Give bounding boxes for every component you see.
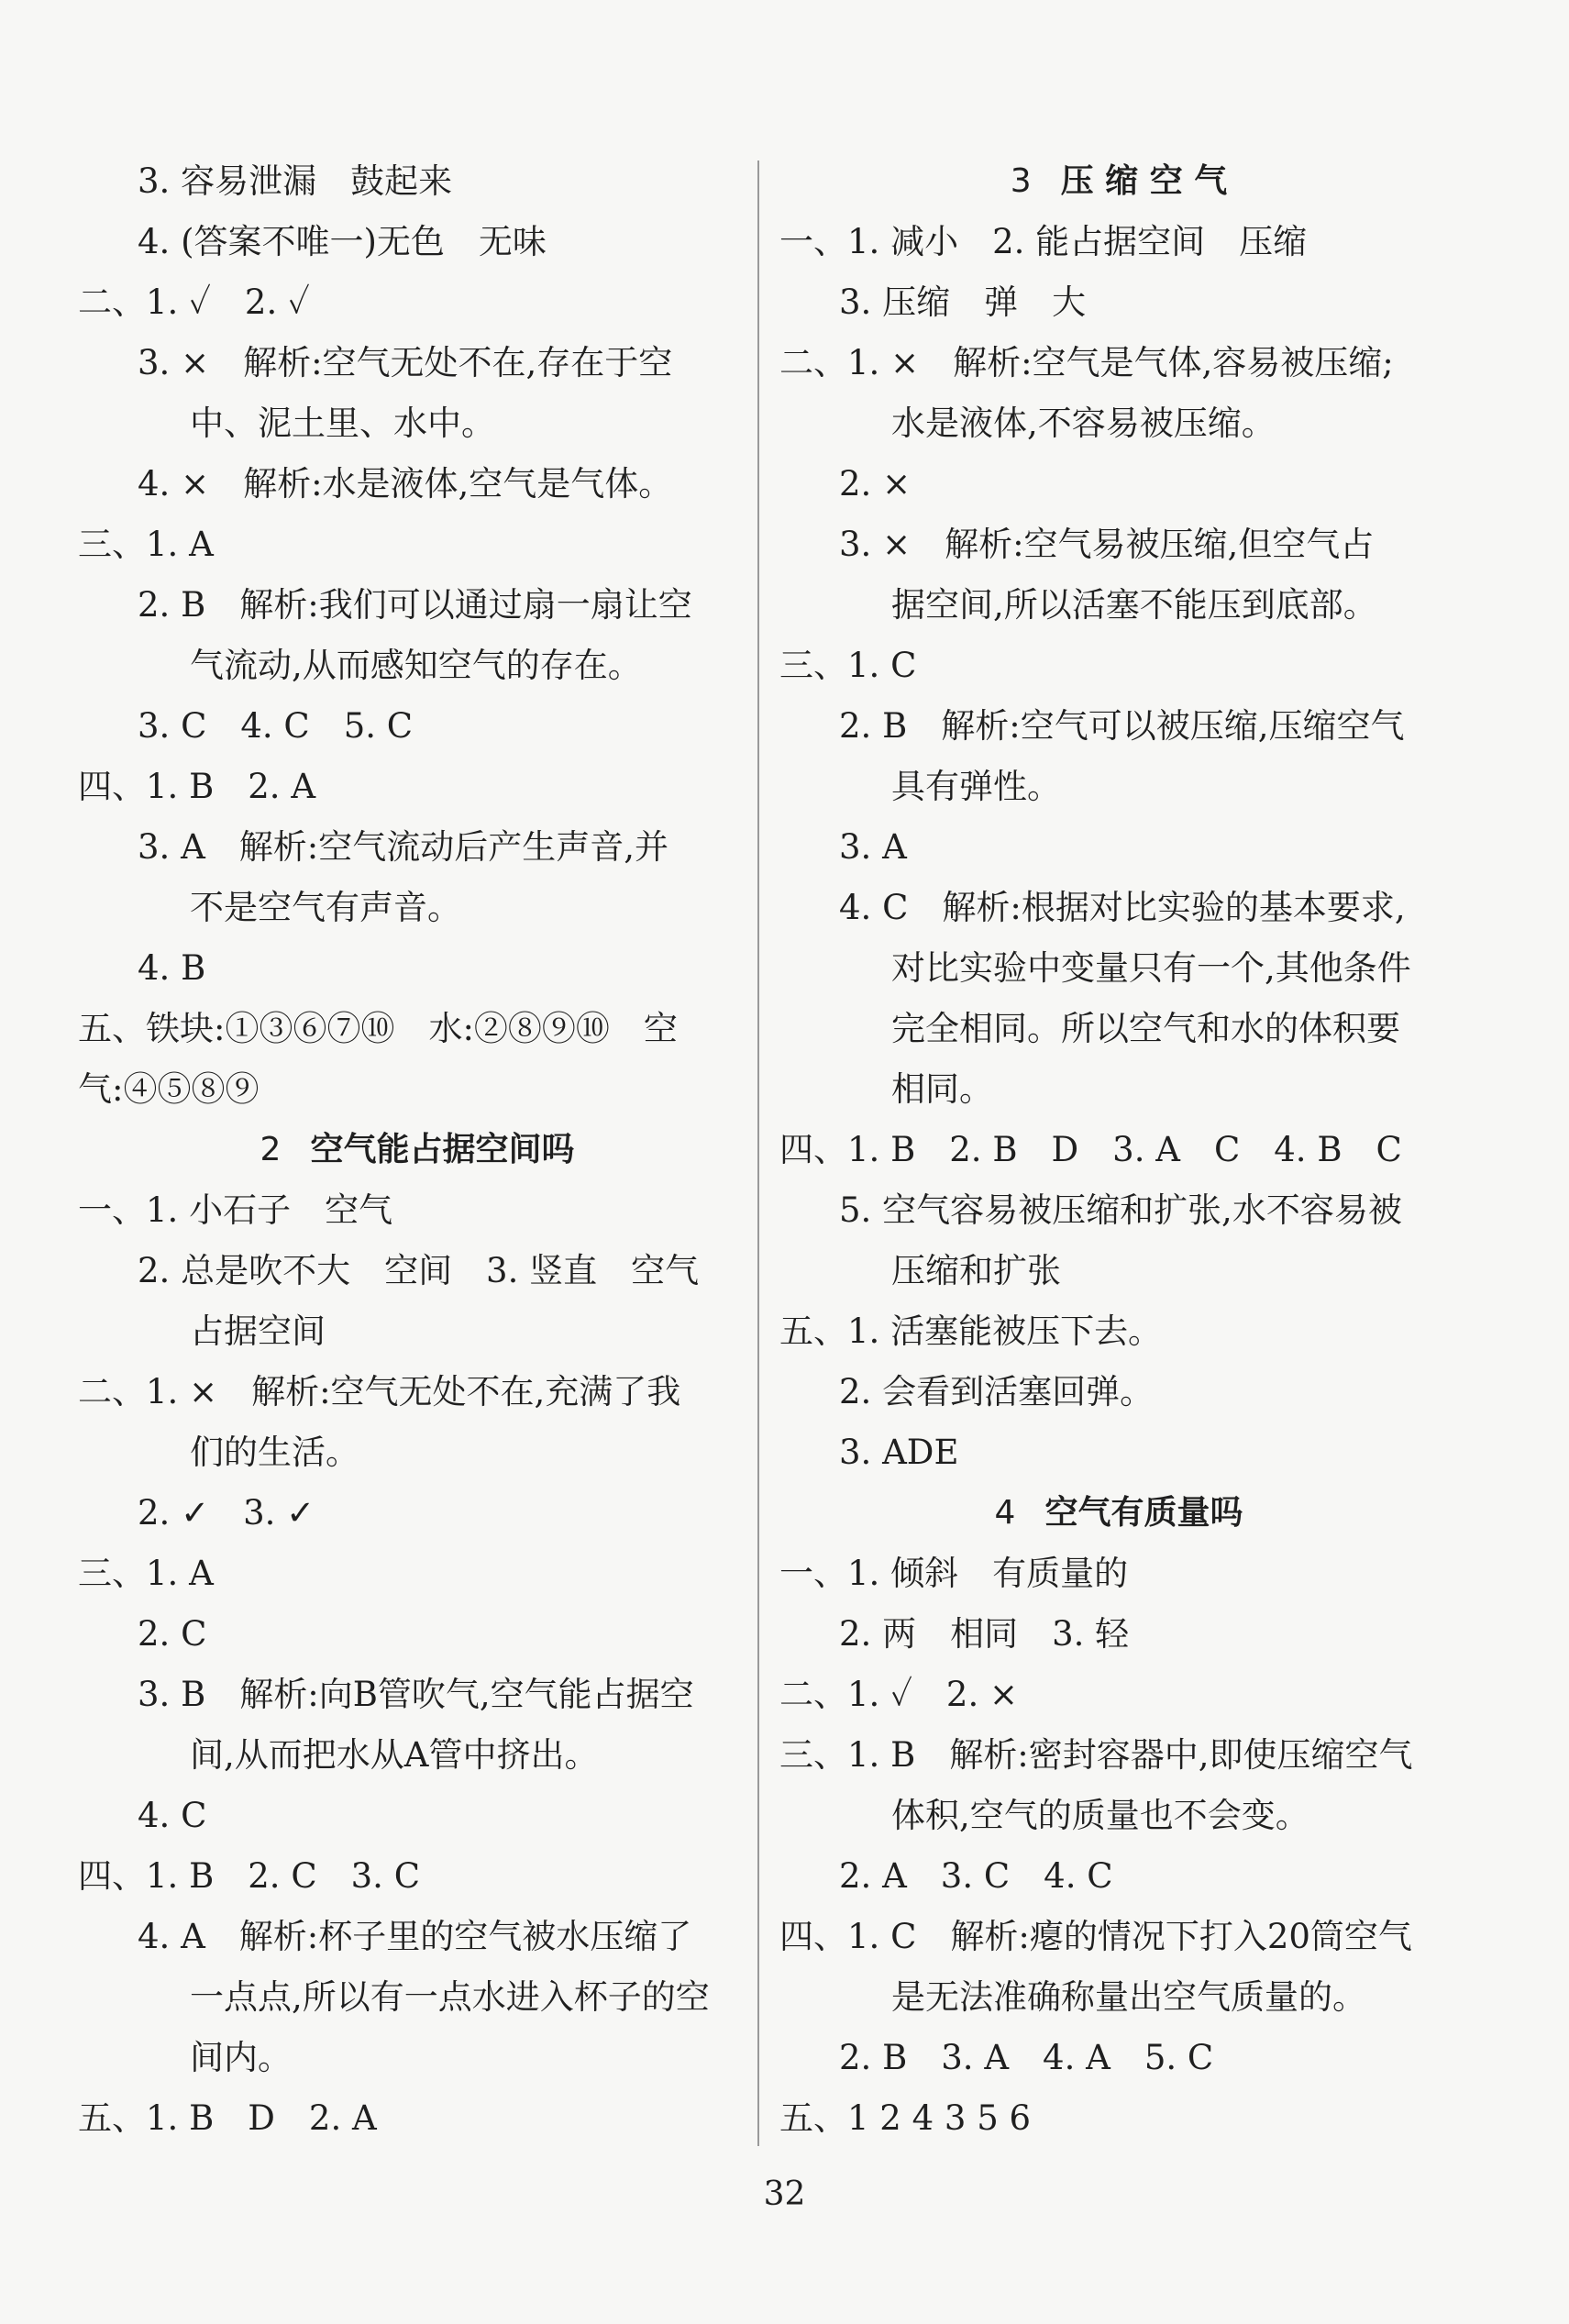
answer-line: 五、1. 活塞能被压下去。 bbox=[779, 1311, 1163, 1351]
answer-line: 不是空气有声音。 bbox=[190, 888, 461, 927]
answer-line: 们的生活。 bbox=[190, 1433, 359, 1472]
answer-line: 3. A bbox=[839, 827, 907, 867]
column-divider bbox=[757, 160, 759, 2146]
answer-line: 2. B 解析:我们可以通过扇一扇让空 bbox=[138, 585, 692, 625]
answer-line: 四、1. C 解析:瘪的情况下打入20筒空气 bbox=[779, 1917, 1412, 1956]
answer-line: 三、1. C bbox=[779, 646, 917, 685]
answer-line: 3. × 解析:空气无处不在,存在于空 bbox=[138, 343, 673, 382]
answer-line: 2. ✓ 3. ✓ bbox=[138, 1493, 315, 1533]
answer-line: 三、1. A bbox=[78, 525, 214, 564]
answer-line: 3. ADE bbox=[839, 1433, 959, 1472]
answer-line: 4. B bbox=[138, 948, 206, 988]
section-title: 空气有质量吗 bbox=[1044, 1494, 1243, 1532]
answer-line: 据空间,所以活塞不能压到底部。 bbox=[891, 585, 1377, 625]
answer-line: 2. B 解析:空气可以被压缩,压缩空气 bbox=[839, 706, 1405, 746]
answer-line: 一、1. 减小 2. 能占据空间 压缩 bbox=[779, 222, 1308, 261]
answer-line: 2. 两 相同 3. 轻 bbox=[839, 1614, 1130, 1654]
answer-line: 2. C bbox=[138, 1614, 207, 1654]
answer-line: 二、1. ✓ 2. × bbox=[779, 1675, 1018, 1714]
answer-line: 一、1. 小石子 空气 bbox=[78, 1190, 393, 1230]
answer-line: 四、1. B 2. C 3. C bbox=[78, 1856, 420, 1896]
answer-line: 4. A 解析:杯子里的空气被水压缩了 bbox=[138, 1917, 692, 1956]
answer-line: 3. C 4. C 5. C bbox=[138, 706, 414, 746]
answer-line: 体积,空气的质量也不会变。 bbox=[891, 1796, 1309, 1835]
answer-line: 间,从而把水从A管中挤出。 bbox=[190, 1735, 599, 1775]
answer-line: 三、1. B 解析:密封容器中,即使压缩空气 bbox=[779, 1735, 1413, 1775]
answer-line: 五、铁块:①③⑥⑦⑩ 水:②⑧⑨⑩ 空 bbox=[78, 1009, 678, 1048]
answer-line: 是无法准确称量出空气质量的。 bbox=[891, 1977, 1366, 2017]
answer-line: 四、1. B 2. B D 3. A C 4. B C bbox=[779, 1130, 1402, 1169]
answer-line: 中、泥土里、水中。 bbox=[190, 404, 495, 443]
answer-line: 4. × 解析:水是液体,空气是气体。 bbox=[138, 464, 673, 504]
answer-line: 4. (答案不唯一)无色 无味 bbox=[138, 222, 547, 261]
left-column bbox=[78, 151, 757, 2149]
answer-line: 4. C 解析:根据对比实验的基本要求, bbox=[839, 888, 1406, 927]
answer-line: 3. B 解析:向B管吹气,空气能占据空 bbox=[138, 1675, 694, 1714]
answer-line: 间内。 bbox=[190, 2038, 292, 2077]
answer-line: 相同。 bbox=[891, 1069, 993, 1109]
page-number: 32 bbox=[763, 2175, 806, 2213]
answer-line: 五、1 2 4 3 5 6 bbox=[779, 2098, 1032, 2138]
answer-line: 2. × bbox=[839, 464, 912, 504]
answer-line: 气:④⑤⑧⑨ bbox=[78, 1069, 260, 1109]
answer-line: 压缩和扩张 bbox=[891, 1251, 1061, 1290]
answer-line: 占据空间 bbox=[190, 1311, 326, 1351]
answer-line: 四、1. B 2. A bbox=[78, 767, 316, 806]
answer-line: 3. 压缩 弹 大 bbox=[839, 282, 1087, 322]
answer-line: 对比实验中变量只有一个,其他条件 bbox=[891, 948, 1411, 988]
answer-line: 2. B 3. A 4. A 5. C bbox=[839, 2038, 1214, 2077]
answer-line: 2. 会看到活塞回弹。 bbox=[839, 1372, 1155, 1411]
section-heading bbox=[78, 1120, 757, 1180]
section-number: 3 bbox=[1010, 162, 1032, 200]
answer-line: 4. C bbox=[138, 1796, 207, 1835]
answer-line: 二、1. ✓ 2. ✓ bbox=[78, 282, 310, 322]
answer-line: 5. 空气容易被压缩和扩张,水不容易被 bbox=[839, 1190, 1402, 1230]
right-column bbox=[779, 151, 1458, 2149]
section-title: 压 缩 空 气 bbox=[1060, 162, 1228, 200]
answer-line: 水是液体,不容易被压缩。 bbox=[891, 404, 1276, 443]
answer-line: 具有弹性。 bbox=[891, 767, 1061, 806]
answer-line: 三、1. A bbox=[78, 1554, 214, 1593]
answer-line: 完全相同。所以空气和水的体积要 bbox=[891, 1009, 1400, 1048]
answer-line: 一点点,所以有一点水进入杯子的空 bbox=[190, 1977, 710, 2017]
answer-line: 一、1. 倾斜 有质量的 bbox=[779, 1554, 1129, 1593]
section-heading bbox=[779, 1483, 1458, 1544]
answer-line: 二、1. × 解析:空气无处不在,充满了我 bbox=[78, 1372, 681, 1411]
answer-line: 五、1. B D 2. A bbox=[78, 2098, 377, 2138]
answer-line: 3. 容易泄漏 鼓起来 bbox=[138, 161, 453, 201]
section-heading bbox=[779, 151, 1458, 212]
answer-line: 2. 总是吹不大 空间 3. 竖直 空气 bbox=[138, 1251, 700, 1290]
section-number: 4 bbox=[994, 1494, 1016, 1532]
answer-line: 二、1. × 解析:空气是气体,容易被压缩; bbox=[779, 343, 1394, 382]
section-number: 2 bbox=[260, 1131, 282, 1168]
section-title: 空气能占据空间吗 bbox=[310, 1131, 575, 1168]
answer-line: 3. × 解析:空气易被压缩,但空气占 bbox=[839, 525, 1375, 564]
answer-line: 3. A 解析:空气流动后产生声音,并 bbox=[138, 827, 669, 867]
answer-line: 2. A 3. C 4. C bbox=[839, 1856, 1113, 1896]
answer-line: 气流动,从而感知空气的存在。 bbox=[190, 646, 642, 685]
